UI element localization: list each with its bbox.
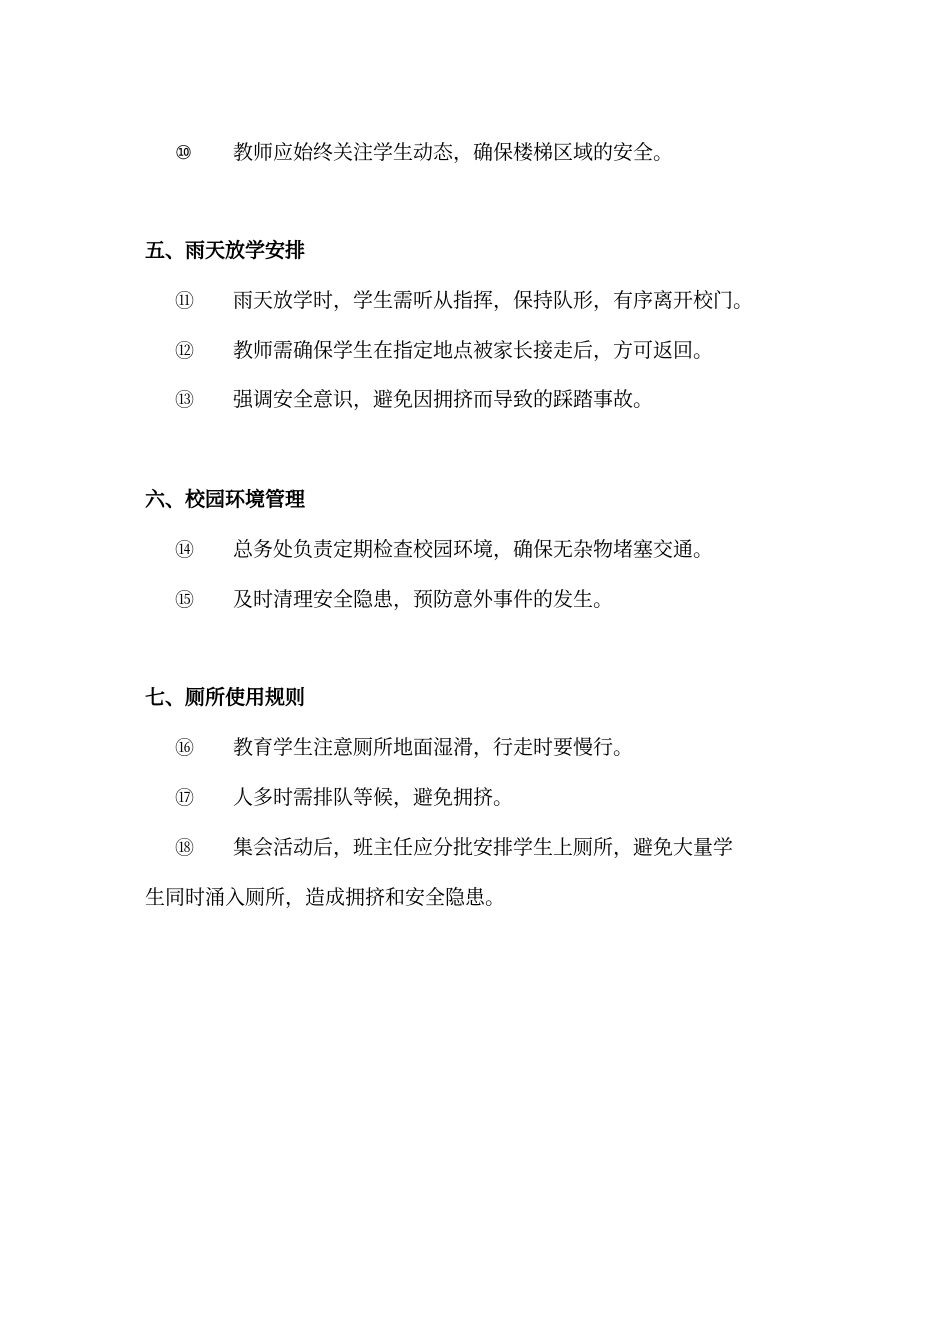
list-item (175, 288, 815, 313)
item-number: ⑮ (175, 589, 195, 611)
item-text: 集会活动后，班主任应分批安排学生上厕所，避免大量学 (233, 835, 733, 859)
item-number: ⑯ (175, 737, 195, 759)
item-number: ⑪ (175, 290, 195, 312)
item-text: 教师需确保学生在指定地点被家长接走后，方可返回。 (233, 338, 713, 362)
item-number: ⑱ (175, 837, 195, 859)
item-text: 总务处负责定期检查校园环境，确保无杂物堵塞交通。 (233, 537, 713, 561)
list-item (175, 785, 815, 810)
item-number: ⑭ (175, 539, 195, 561)
list-item (175, 735, 815, 760)
item-text: 雨天放学时，学生需听从指挥，保持队形，有序离开校门。 (233, 288, 753, 312)
item-text: 及时清理安全隐患，预防意外事件的发生。 (233, 587, 613, 611)
section-heading: 六、校园环境管理 (145, 487, 305, 511)
section-heading: 七、厕所使用规则 (145, 685, 305, 709)
item-number: ⑰ (175, 787, 195, 809)
item-text-continuation: 生同时涌入厕所，造成拥挤和安全隐患。 (145, 885, 505, 909)
item-text: 人多时需排队等候，避免拥挤。 (233, 785, 513, 809)
item-number: ⑩ (175, 142, 193, 164)
list-item (175, 387, 815, 412)
item-number: ⑫ (175, 340, 195, 362)
list-item (175, 835, 815, 860)
list-item (175, 338, 815, 363)
item-text: 强调安全意识，避免因拥挤而导致的踩踏事故。 (233, 387, 653, 411)
item-number: ⑬ (175, 389, 195, 411)
section-heading: 五、雨天放学安排 (145, 238, 305, 262)
list-item (175, 140, 815, 165)
list-item (175, 537, 815, 562)
list-item (175, 587, 815, 612)
item-text: 教师应始终关注学生动态，确保楼梯区域的安全。 (233, 140, 673, 164)
item-text: 教育学生注意厕所地面湿滑，行走时要慢行。 (233, 735, 633, 759)
